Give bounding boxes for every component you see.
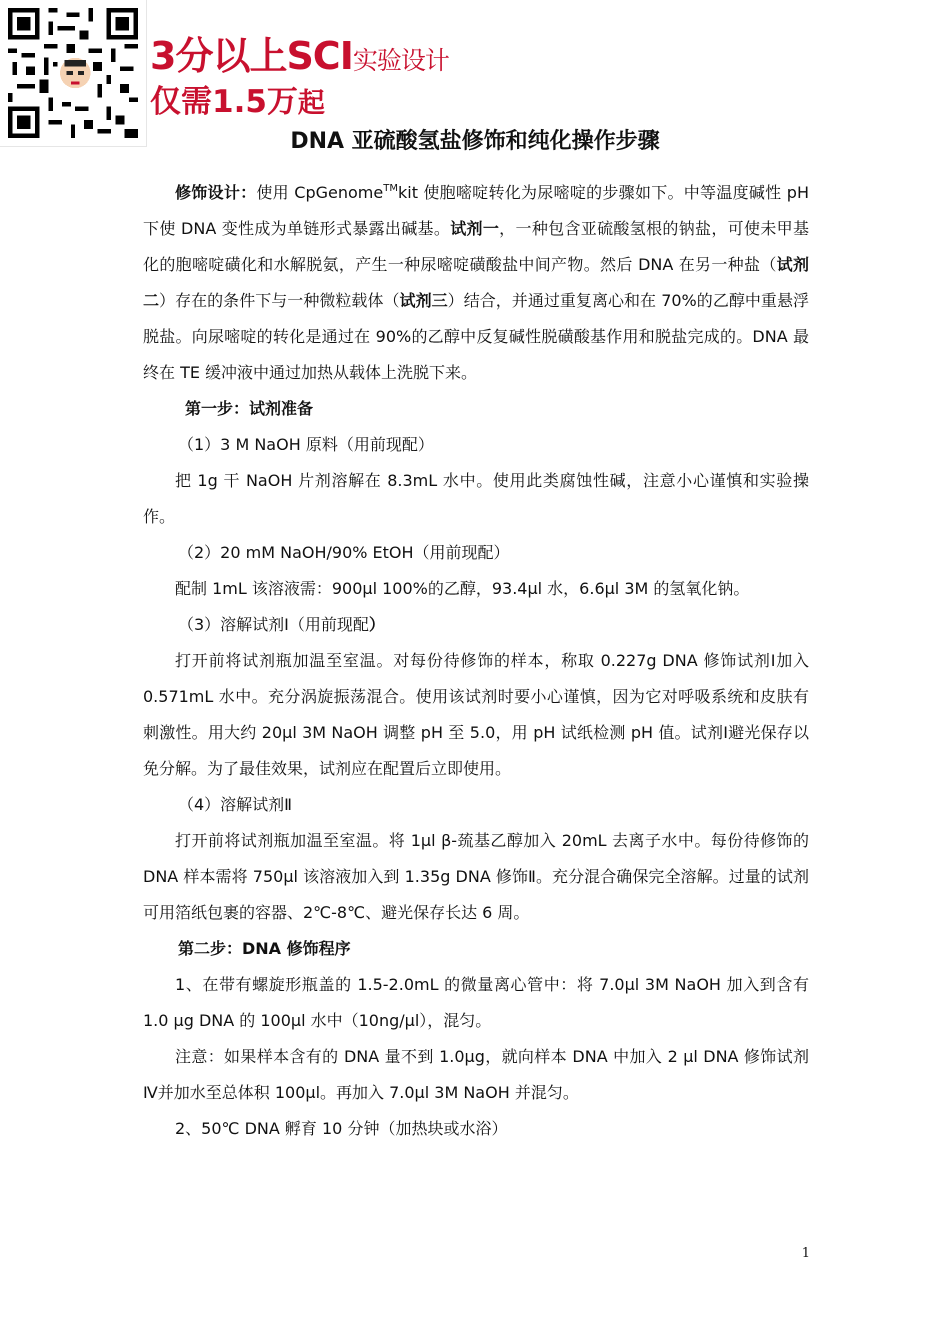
ad-headline-tail: 实验设计 [352, 46, 449, 75]
document-title: DNA 亚硫酸氢盐修饰和纯化操作步骤 [290, 129, 660, 154]
step1-sub4-text: 打开前将试剂瓶加温至室温。将 1μl β-巯基乙醇加入 20mL 去离子水中。每份待修饰的 DNA 样本需将 750μl 该溶液加入到 1.35g DNA 修饰Ⅱ。充分混合确保完全溶解。过量的试剂可用箔纸包裹的容器、2℃-8℃、避光保存长达 6 周。 [143, 831, 809, 922]
ad-price-tail: 起 [297, 88, 325, 119]
step2-note: 注意：如果样本含有的 DNA 量不到 1.0μg，就向样本 DNA 中加入 2 μl DNA 修饰试剂Ⅳ并加水至总体积 100μl。再加入 7.0μl 3M NaOH 并混匀。 [143, 1047, 809, 1102]
document-body [143, 175, 809, 1147]
step1-heading: 第一步：试剂准备 [185, 399, 314, 418]
ad-headline [150, 34, 449, 83]
step1-sub2-title: （2）20 mM NaOH/90% EtOH（用前现配） [178, 543, 510, 562]
step1-sub1-text: 把 1g 干 NaOH 片剂溶解在 8.3mL 水中。使用此类腐蚀性碱，注意小心谨慎和实验操作。 [143, 471, 809, 526]
ad-headline-main: 3分以上SCI [150, 34, 353, 78]
step1-sub4-title: （4）溶解试剂Ⅱ [178, 795, 293, 814]
intro-paragraph: 修饰设计：使用 CpGenome™kit 使胞嘧啶转化为尿嘧啶的步骤如下。中等温度碱性 pH 下使 DNA 变性成为单链形式暴露出碱基。试剂一，一种包含亚硫酸氢根的钠盐，可使未甲基化的胞嘧啶磺化和水解脱氨，产生一种尿嘧啶磺酸盐中间产物。然后 DNA 在另一种盐（试剂二）存在的条件下与一种微粒载体（试剂三）结合，并通过重复离心和在 70%的乙醇中重悬浮脱盐。向尿嘧啶的转化是通过在 90%的乙醇中反复碱性脱磺酸基作用和脱盐完成的。DNA 最终在 TE 缓冲液中通过加热从载体上洗脱下来。 [143, 183, 809, 382]
reagent-3: 试剂三 [399, 291, 448, 310]
step1-sub3-title: （3）溶解试剂Ⅰ（用前现配） [178, 615, 385, 634]
step1-sub2-text: 配制 1mL 该溶液需：900μl 100%的乙醇，93.4μl 水，6.6μl 3M 的氢氧化钠。 [175, 579, 750, 598]
intro-label: 修饰设计： [175, 183, 257, 202]
step1-sub3-text: 打开前将试剂瓶加温至室温。对每份待修饰的样本，称取 0.227g DNA 修饰试剂Ⅰ加入 0.571mL 水中。充分涡旋振荡混合。使用该试剂时要小心谨慎，因为它对呼吸系统和皮肤有刺激性。用大约 20μl 3M NaOH 调整 pH 至 5.0，用 pH 试纸检测 pH 值。试剂Ⅰ避光保存以免分解。为了最佳效果，试剂应在配置后立即使用。 [143, 651, 809, 778]
reagent-2: 试剂二 [143, 255, 809, 310]
step2-heading: 第二步：DNA 修饰程序 [178, 939, 351, 958]
step2-item-2: 2、50℃ DNA 孵育 10 分钟（加热块或水浴） [175, 1119, 508, 1138]
reagent-1: 试剂一 [450, 219, 500, 238]
ad-price-main: 仅需1.5万 [150, 84, 298, 120]
ad-price [150, 82, 325, 124]
page-number: 1 [801, 1246, 810, 1261]
step1-sub1-title: （1）3 M NaOH 原料（用前现配） [178, 435, 434, 454]
qr-code-icon [8, 8, 138, 138]
step2-item-1: 1、在带有螺旋形瓶盖的 1.5-2.0mL 的微量离心管中：将 7.0μl 3M NaOH 加入到含有 1.0 μg DNA 的 100μl 水中（10ng/μl），混匀。 [143, 975, 809, 1030]
trademark-sup: TM [383, 183, 398, 194]
